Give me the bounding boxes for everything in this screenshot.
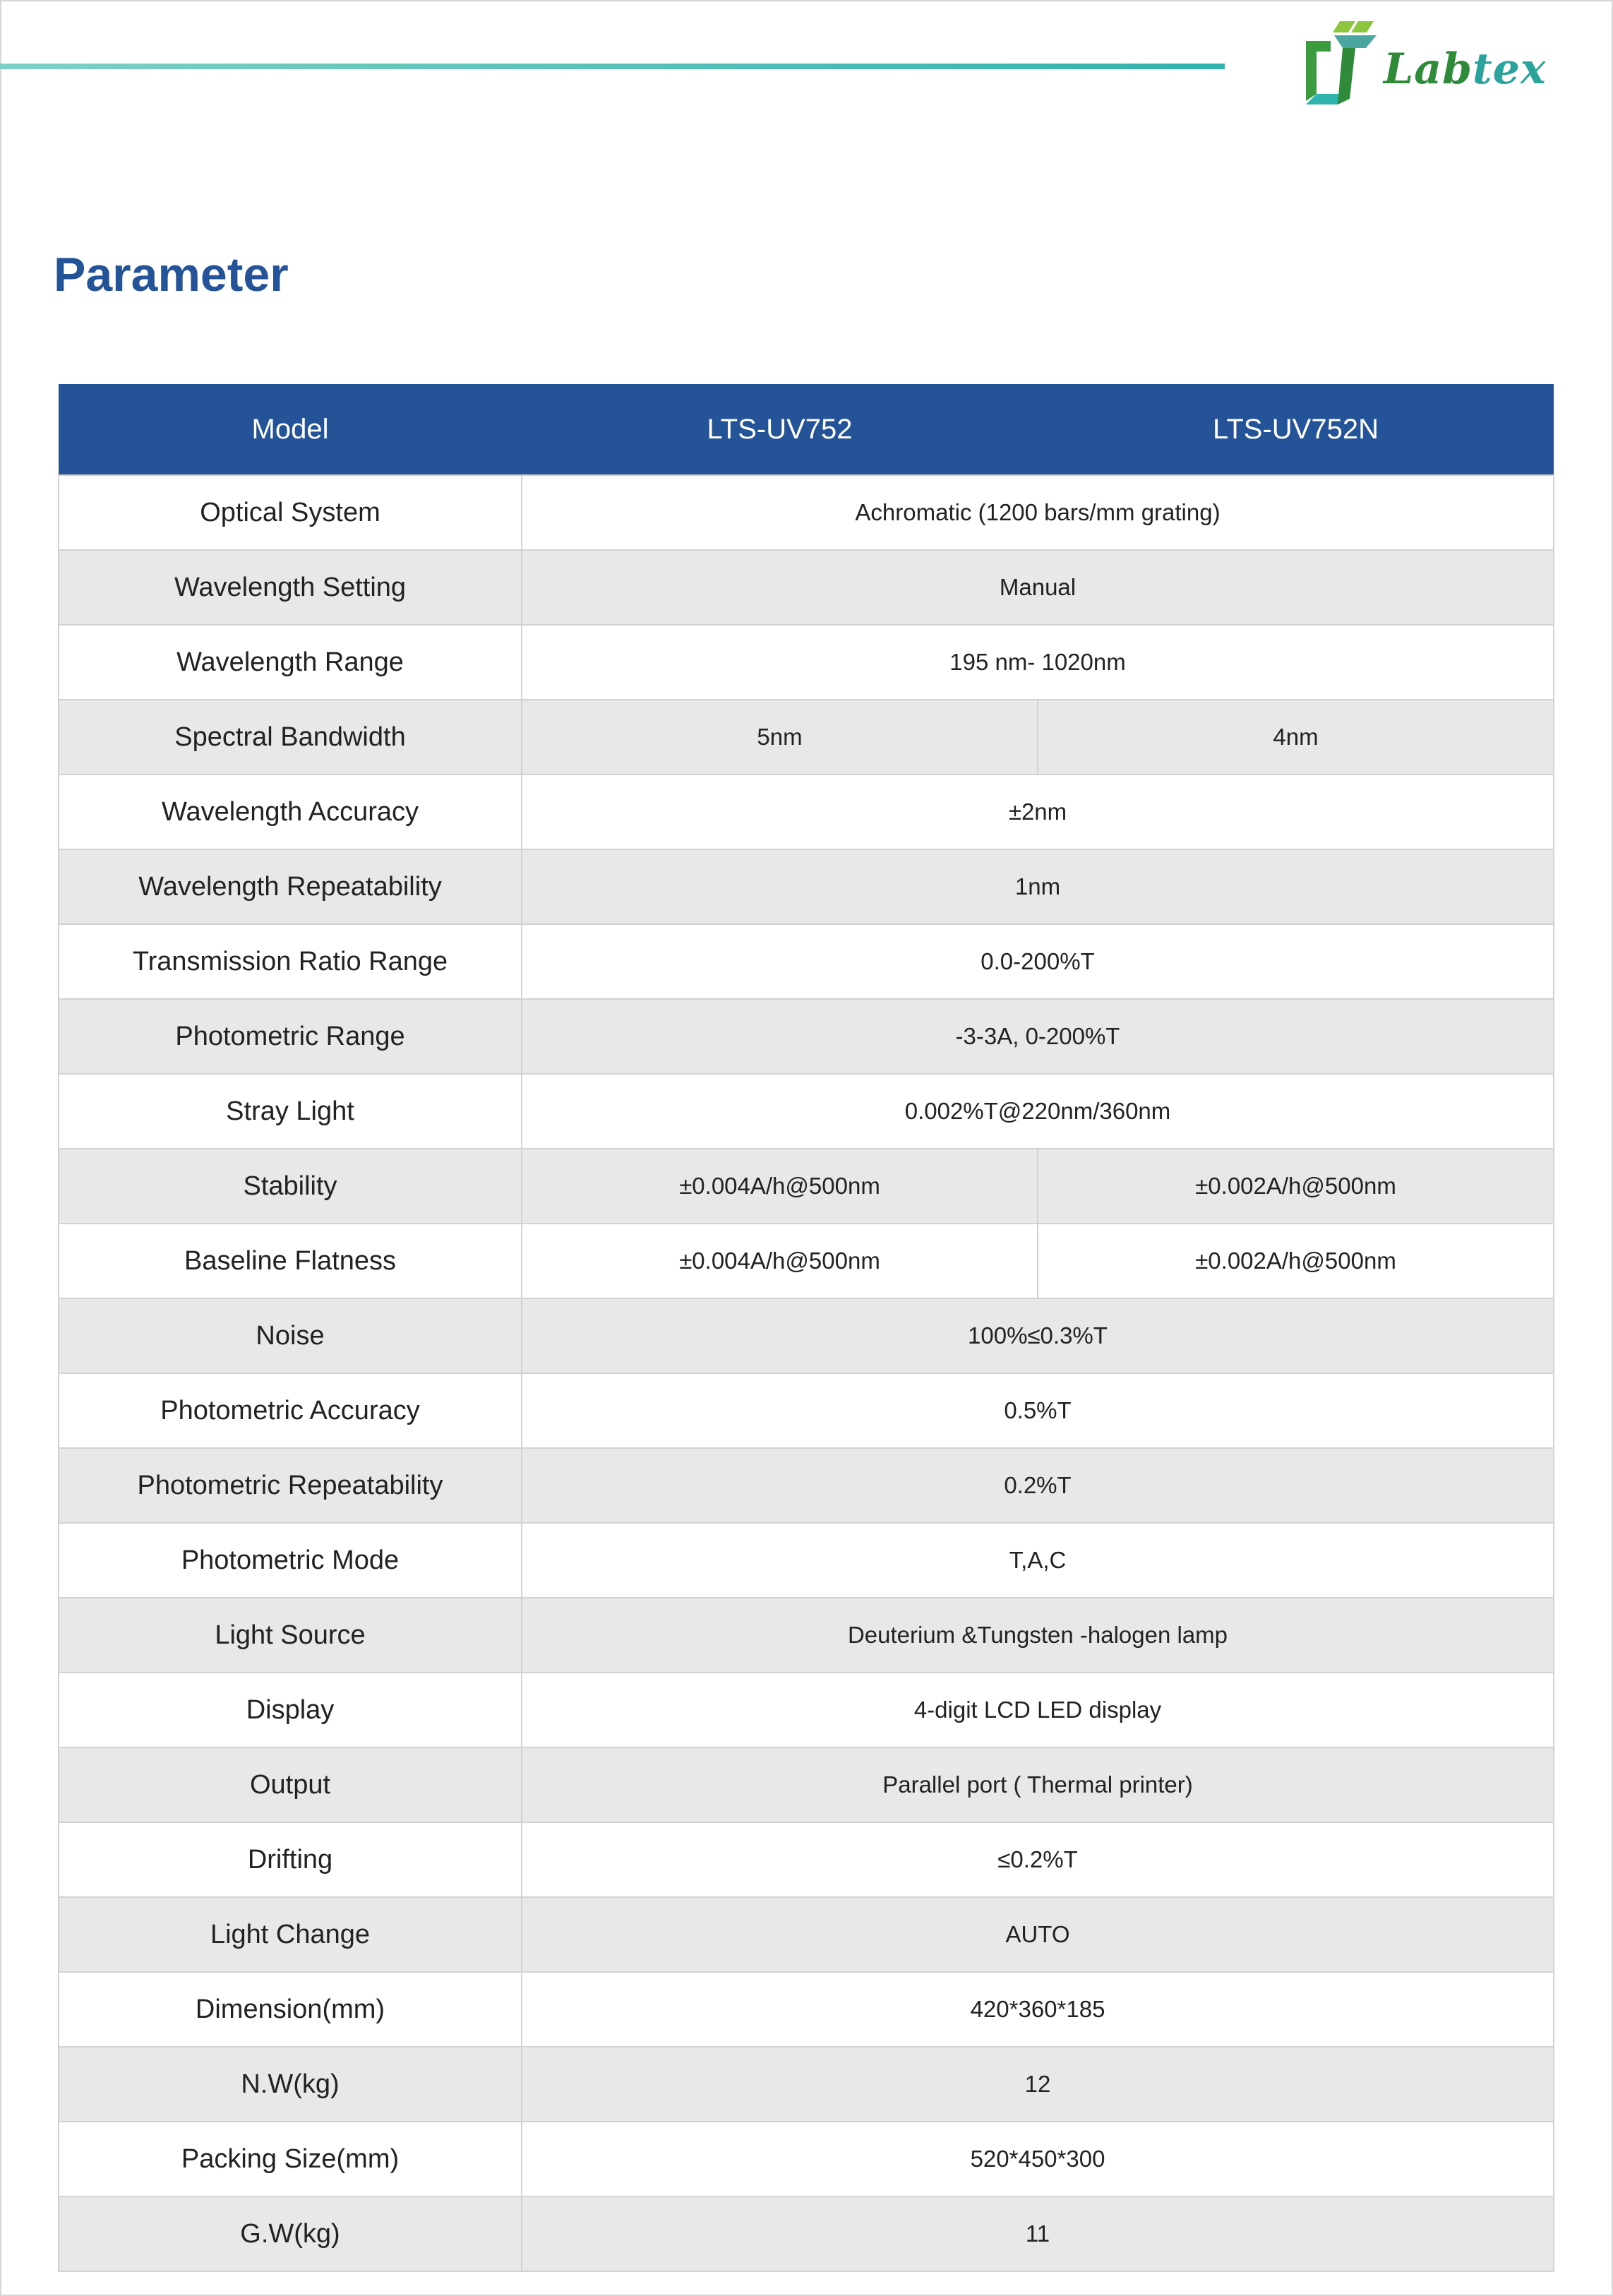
row-label: Wavelength Setting [59, 550, 522, 625]
table-body [59, 475, 1554, 2271]
header-model-1: LTS-UV752 [522, 384, 1038, 475]
table-row [59, 1747, 1554, 1822]
row-value: T,A,C [522, 1523, 1554, 1598]
row-value-model-1: 5nm [522, 700, 1038, 775]
row-label: Photometric Accuracy [59, 1373, 522, 1448]
table-row [59, 550, 1554, 625]
row-value-model-1: ±0.004A/h@500nm [522, 1149, 1038, 1224]
brand-name-part2: tex [1473, 44, 1547, 94]
row-label: Spectral Bandwidth [59, 700, 522, 775]
row-label: Transmission Ratio Range [59, 924, 522, 999]
row-label: Packing Size(mm) [59, 2122, 522, 2196]
table-header-row [59, 384, 1554, 475]
table-row [59, 1149, 1554, 1224]
row-value: 4-digit LCD LED display [522, 1673, 1554, 1747]
row-label: N.W(kg) [59, 2047, 522, 2122]
table-row [59, 625, 1554, 700]
row-value: ±2nm [522, 775, 1554, 849]
table-row [59, 1074, 1554, 1149]
table-row [59, 775, 1554, 849]
row-value: 11 [522, 2196, 1554, 2271]
logo-mark-icon [1299, 20, 1391, 119]
row-value-model-1: ±0.004A/h@500nm [522, 1224, 1038, 1298]
row-value: AUTO [522, 1897, 1554, 1972]
row-value: 0.0-200%T [522, 924, 1554, 999]
table-row [59, 475, 1554, 550]
row-label: Dimension(mm) [59, 1972, 522, 2047]
row-value-model-2: ±0.002A/h@500nm [1038, 1149, 1554, 1224]
table-row [59, 1448, 1554, 1523]
table-row [59, 999, 1554, 1074]
table-row [59, 700, 1554, 775]
row-value: Achromatic (1200 bars/mm grating) [522, 475, 1554, 550]
row-label: Drifting [59, 1822, 522, 1897]
row-value-model-2: 4nm [1038, 700, 1554, 775]
row-label: Wavelength Accuracy [59, 775, 522, 849]
row-value: 0.5%T [522, 1373, 1554, 1448]
row-value: Parallel port ( Thermal printer) [522, 1747, 1554, 1822]
row-label: Output [59, 1747, 522, 1822]
row-label: Light Source [59, 1598, 522, 1673]
table-row [59, 1224, 1554, 1298]
row-value: Manual [522, 550, 1554, 625]
header-accent-line [0, 64, 1225, 69]
page-title: Parameter [54, 248, 289, 301]
table-row [59, 1298, 1554, 1373]
row-value: -3-3A, 0-200%T [522, 999, 1554, 1074]
row-label: Noise [59, 1298, 522, 1373]
row-label: Stability [59, 1149, 522, 1224]
table-row [59, 2196, 1554, 2271]
brand-wordmark [1384, 44, 1547, 94]
table-row [59, 1373, 1554, 1448]
row-value: 0.002%T@220nm/360nm [522, 1074, 1554, 1149]
brand-logo [1299, 20, 1567, 119]
row-value: 100%≤0.3%T [522, 1298, 1554, 1373]
row-value: 1nm [522, 849, 1554, 924]
table-row [59, 1822, 1554, 1897]
table-row [59, 1897, 1554, 1972]
row-label: Optical System [59, 475, 522, 550]
row-label: G.W(kg) [59, 2196, 522, 2271]
row-value: 520*450*300 [522, 2122, 1554, 2196]
row-label: Display [59, 1673, 522, 1747]
table-row [59, 1972, 1554, 2047]
brand-name-part1: Lab [1384, 44, 1473, 94]
row-value: 195 nm- 1020nm [522, 625, 1554, 700]
table-row [59, 924, 1554, 999]
row-label: Baseline Flatness [59, 1224, 522, 1298]
row-label: Light Change [59, 1897, 522, 1972]
row-label: Wavelength Repeatability [59, 849, 522, 924]
table-row [59, 849, 1554, 924]
header-model-2: LTS-UV752N [1038, 384, 1554, 475]
row-label: Photometric Range [59, 999, 522, 1074]
table-row [59, 2047, 1554, 2122]
row-value: 420*360*185 [522, 1972, 1554, 2047]
table-row [59, 2122, 1554, 2196]
header-model-label: Model [59, 384, 522, 475]
table-row [59, 1673, 1554, 1747]
row-value-model-2: ±0.002A/h@500nm [1038, 1224, 1554, 1298]
row-value: 12 [522, 2047, 1554, 2122]
parameter-table [58, 384, 1554, 2272]
table-row [59, 1523, 1554, 1598]
row-value: Deuterium &Tungsten -halogen lamp [522, 1598, 1554, 1673]
row-value: 0.2%T [522, 1448, 1554, 1523]
row-label: Wavelength Range [59, 625, 522, 700]
row-label: Photometric Mode [59, 1523, 522, 1598]
row-label: Stray Light [59, 1074, 522, 1149]
table-row [59, 1598, 1554, 1673]
row-value: ≤0.2%T [522, 1822, 1554, 1897]
row-label: Photometric Repeatability [59, 1448, 522, 1523]
